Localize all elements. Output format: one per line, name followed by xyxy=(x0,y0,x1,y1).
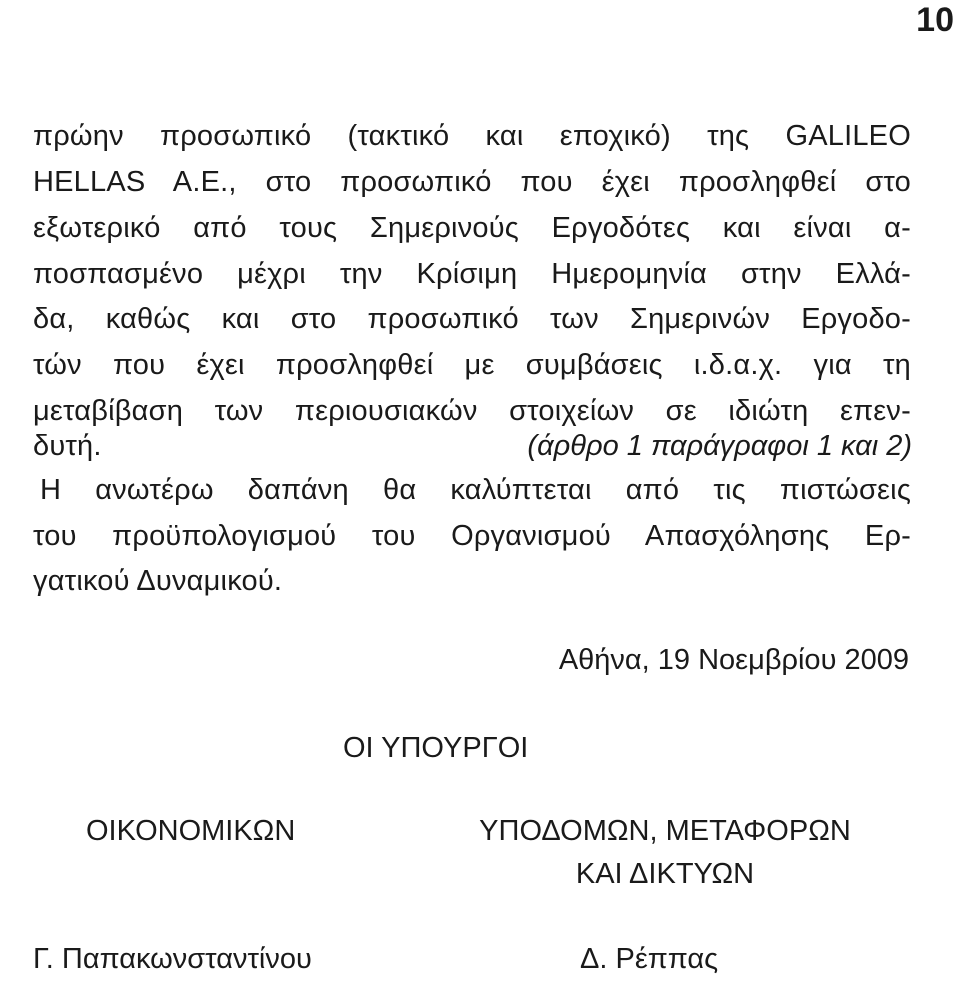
body-line: δυτή. xyxy=(33,430,102,462)
date-line: Αθήνα, 19 Νοεμβρίου 2009 xyxy=(558,644,909,676)
body-line: HELLAS A.E., στο προσωπικό που έχει προσληφθεί στο xyxy=(33,166,911,198)
body-line: πρώην προσωπικό (τακτικό και εποχικό) της GALILEO xyxy=(33,120,911,152)
body-line: του προϋπολογισμού του Οργανισμού Απασχόλησης Ερ- xyxy=(33,520,911,552)
left-signatory-name: Γ. Παπακωνσταντίνου xyxy=(33,943,312,975)
right-ministry-line2: ΚΑΙ ΔΙΚΤΥΩΝ xyxy=(575,858,755,890)
body-line: δα, καθώς και στο προσωπικό των Σημερινών Εργοδο- xyxy=(33,303,911,335)
right-signatory-name: Δ. Ρέππας xyxy=(580,943,719,975)
body-line: τών που έχει προσληφθεί με συμβάσεις ι.δ.α.χ. για τη xyxy=(33,349,911,381)
page-number: 10 xyxy=(916,1,954,39)
body-line: Η ανωτέρω δαπάνη θα καλύπτεται από τις πιστώσεις xyxy=(40,474,911,506)
left-ministry: ΟΙΚΟΝΟΜΙΚΩΝ xyxy=(86,815,296,847)
ministers-heading: ΟΙ ΥΠΟΥΡΓΟΙ xyxy=(343,732,529,764)
body-line: μεταβίβαση των περιουσιακών στοιχείων σε ιδιώτη επεν- xyxy=(33,395,911,427)
body-line: γατικού Δυναμικού. xyxy=(33,565,283,597)
body-line: ποσπασμένο μέχρι την Κρίσιμη Ημερομηνία στην Ελλά- xyxy=(33,258,911,290)
right-ministry-line1: ΥΠΟΔΟΜΩΝ, ΜΕΤΑΦΟΡΩΝ xyxy=(479,815,851,847)
body-line: εξωτερικό από τους Σημερινούς Εργοδότες και είναι α- xyxy=(33,212,911,244)
article-citation: (άρθρο 1 παράγραφοι 1 και 2) xyxy=(527,430,912,462)
